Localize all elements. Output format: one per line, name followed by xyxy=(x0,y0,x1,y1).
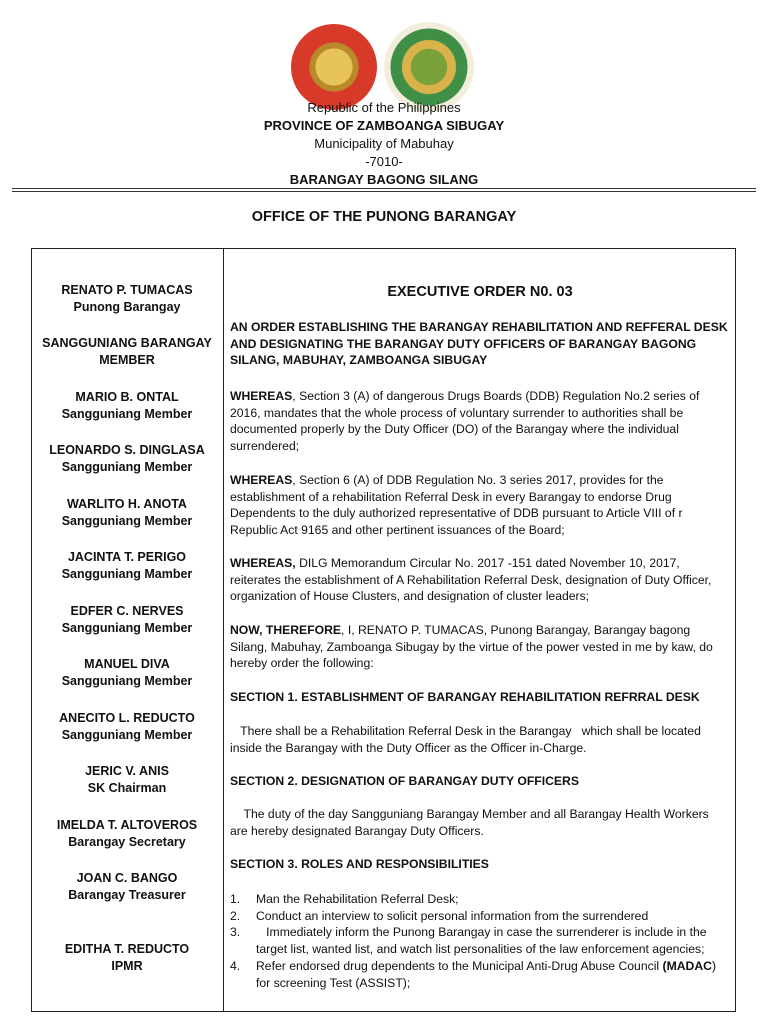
member-role: SK Chairman xyxy=(87,781,167,795)
member-name: JACINTA T. PERIGO xyxy=(67,550,187,564)
madac-label: (MADAC xyxy=(662,958,712,973)
member-entry xyxy=(32,817,222,851)
whereas-text: , Section 3 (A) of dangerous Drugs Boards (DDB) Regulation No.2 series of 2016, mandates that the whole process of voluntary surrender to authorities shall be documented properly by the Duty Officer (DO) of the Barangay where the individual surrendered; xyxy=(230,389,700,454)
member-role: Sangguniang Member xyxy=(61,621,193,635)
municipality-seal xyxy=(291,24,377,110)
member-name: LEONARDO S. DINGLASA xyxy=(49,443,205,457)
responsibilities-list xyxy=(230,891,728,991)
member-name: JOAN C. BANGO xyxy=(76,871,178,885)
member-role: Sangguniang Mamber xyxy=(61,567,193,581)
list-number: 4. xyxy=(230,958,241,973)
list-text: Man the Rehabilitation Referral Desk; xyxy=(256,892,459,906)
member-name: JERIC V. ANIS xyxy=(85,764,169,778)
header-zip: -7010- xyxy=(365,154,403,169)
header-barangay: BARANGAY BAGONG SILANG xyxy=(289,172,479,187)
member-entry xyxy=(32,941,222,975)
list-number: 3. xyxy=(230,925,241,940)
member-name: EDITHA T. REDUCTO xyxy=(64,942,190,956)
member-name: SANGGUNIANG BARANGAY xyxy=(42,336,212,350)
list-number: 1. xyxy=(230,892,241,906)
column-divider xyxy=(223,248,224,1012)
list-text: Conduct an interview to solicit personal information from the surrendered xyxy=(256,908,649,923)
member-entry xyxy=(32,282,222,316)
member-entry xyxy=(32,656,222,690)
member-entry xyxy=(32,763,222,797)
member-role: MEMBER xyxy=(99,353,155,367)
member-entry xyxy=(32,549,222,583)
list-number: 2. xyxy=(230,908,241,923)
member-role: Sangguniang Member xyxy=(61,674,193,688)
member-name: WARLITO H. ANOTA xyxy=(67,497,187,511)
list-text-part: ) for screening Test (ASSIST); xyxy=(256,958,716,990)
member-entry xyxy=(32,870,222,904)
list-text xyxy=(256,958,728,991)
header-municipality: Municipality of Mabuhay xyxy=(314,136,454,151)
section-1-title: SECTION 1. ESTABLISHMENT OF BARANGAY REHABILITATION REFRRAL DESK xyxy=(230,690,700,704)
member-name: EDFER C. NERVES xyxy=(70,604,184,618)
whereas-clause-1 xyxy=(230,388,728,455)
member-entry xyxy=(32,496,222,530)
member-name: IMELDA T. ALTOVEROS xyxy=(56,818,198,832)
member-name: RENATO P. TUMACAS xyxy=(61,283,193,297)
member-role: Sangguniang Member xyxy=(61,407,193,421)
member-entry xyxy=(32,603,222,637)
member-entry xyxy=(32,389,222,423)
list-item xyxy=(230,958,728,991)
header-rule xyxy=(12,188,756,192)
member-name: MARIO B. ONTAL xyxy=(75,390,179,404)
member-entry xyxy=(32,710,222,744)
list-item xyxy=(230,908,728,925)
executive-order-title: EXECUTIVE ORDER N0. 03 xyxy=(387,284,573,300)
list-item xyxy=(230,924,728,957)
now-therefore-clause xyxy=(230,622,728,672)
whereas-lead: WHEREAS, xyxy=(230,556,296,570)
now-therefore-lead: NOW, THEREFORE xyxy=(230,623,342,637)
whereas-lead: WHEREAS xyxy=(230,473,293,487)
order-subject: AN ORDER ESTABLISHING THE BARANGAY REHABILITATION AND REFFERAL DESK AND DESIGNATING THE BARANGAY DUTY OFFICERS OF BARANGAY BAGONG SILANG, MABUHAY, ZAMBOANGA SIBUGAY xyxy=(230,320,728,368)
section-1-text: There shall be a Rehabilitation Referral Desk in the Barangay which shall be located inside the Barangay with the Duty Officer as the Officer in-Charge. xyxy=(230,724,705,755)
member-role: Barangay Treasurer xyxy=(68,888,186,902)
member-role: Sangguniang Member xyxy=(61,728,193,742)
whereas-text: , Section 6 (A) of DDB Regulation No. 3 series 2017, provides for the establishment of a rehabilitation Referral Desk in every Barangay to endorse Drug Dependents to the duly authorized representative of DDB pursuant to Article VIII of r Republic Act 9165 and other pertinent issuances of the Board; xyxy=(230,473,683,538)
list-item xyxy=(230,891,728,908)
section-2-title: SECTION 2. DESIGNATION OF BARANGAY DUTY OFFICERS xyxy=(230,774,579,788)
whereas-text: DILG Memorandum Circular No. 2017 -151 dated November 10, 2017, reiterates the establishment of A Rehabilitation Referral Desk, designation of Duty Officer, organization of House Clusters, and designation of cluster leaders; xyxy=(230,556,712,604)
header-province: PROVINCE OF ZAMBOANGA SIBUGAY xyxy=(263,118,505,133)
list-text: Immediately inform the Punong Barangay in case the surrenderer is include in the target list, wanted list, and watch list personalities of the law enforcement agencies; xyxy=(256,925,710,957)
member-role: Barangay Secretary xyxy=(68,835,186,849)
header-republic: Republic of the Philippines xyxy=(307,100,461,115)
member-role: Punong Barangay xyxy=(73,300,181,314)
now-therefore-text: , I, RENATO P. TUMACAS, Punong Barangay, Barangay bagong Silang, Mabuhay, Zamboanga Sibugay by the virtue of the power vested in me by kaw, do hereby order the following: xyxy=(230,623,713,671)
list-text-part: Refer endorsed drug dependents to the Municipal Anti-Drug Abuse Council xyxy=(256,958,663,973)
member-entry xyxy=(32,442,222,476)
member-name: ANECITO L. REDUCTO xyxy=(59,711,195,725)
member-entry xyxy=(32,335,222,369)
member-name: MANUEL DIVA xyxy=(84,657,170,671)
whereas-lead: WHEREAS xyxy=(230,389,293,403)
whereas-clause-3 xyxy=(230,555,728,605)
office-title: OFFICE OF THE PUNONG BARANGAY xyxy=(251,209,517,225)
member-role: Sangguniang Member xyxy=(61,514,193,528)
member-role: IPMR xyxy=(111,959,143,973)
section-3-title: SECTION 3. ROLES AND RESPONSIBILITIES xyxy=(230,857,489,871)
whereas-clause-2 xyxy=(230,472,728,539)
section-2-text: The duty of the day Sangguniang Barangay Member and all Barangay Health Workers are hereby designated Barangay Duty Officers. xyxy=(230,807,713,838)
member-role: Sangguniang Member xyxy=(61,460,193,474)
